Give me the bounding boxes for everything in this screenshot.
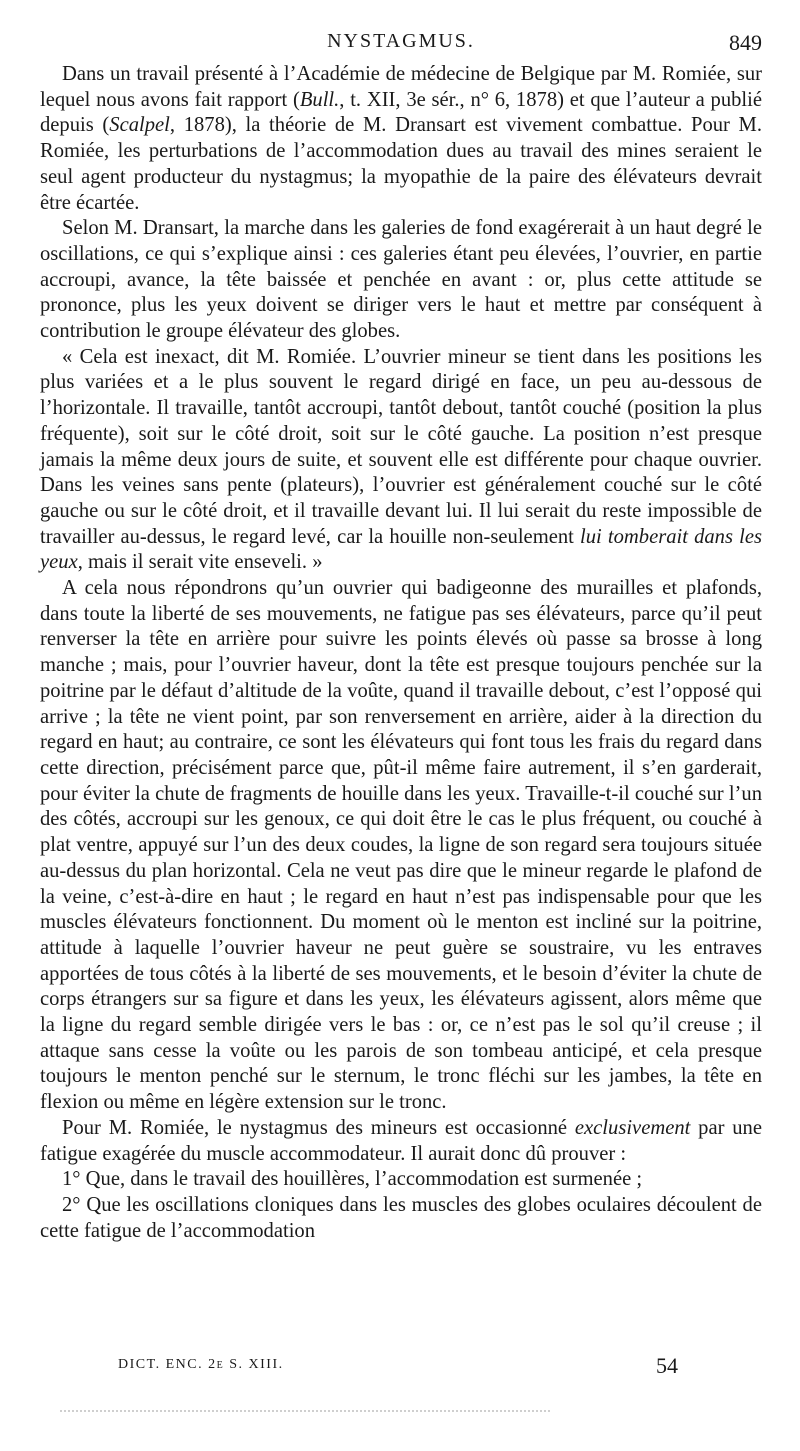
paragraph (40, 216, 762, 345)
text-run: , 1878), la théorie de M. Dransart est vivement combattue. Pour M. Romiée, les perturbations de l’accommodation dues au travail des mines seraient le seul agent producteur du nystagmus; la myopathie de la paire des élévateurs devrait être écartée. (40, 114, 762, 214)
page-edge-mark (60, 1410, 550, 1416)
body-text (40, 62, 762, 1244)
italic-text: Bull. (299, 88, 340, 111)
page-footer (118, 1353, 678, 1385)
text-run: , mais il serait vite enseveli. » (77, 551, 323, 574)
paragraph (40, 1116, 762, 1167)
sheet-number: 54 (656, 1353, 678, 1378)
text-run: , t. XII, 3e sér., n° 6, 1878) et que l’auteur a publié depuis ( (40, 88, 763, 137)
running-head (40, 30, 762, 60)
paragraph (40, 1167, 762, 1193)
paragraph (40, 576, 762, 1116)
signature-mark: DICT. ENC. 2e S. XIII. (118, 1357, 284, 1372)
text-run: par une fatigue exagérée du muscle accommodateur. Il aurait donc dû prouver : (40, 1116, 762, 1165)
italic-text: exclusivement (574, 1116, 691, 1139)
paragraph (40, 345, 762, 576)
text-run: A cela nous répondrons qu’un ouvrier qui badigeonne des murailles et plafonds, dans toute la liberté de ses mouvements, ne fatigue pas ses élévateurs, parce qu’il peut renverser la tête en arrière pour suivre les points élevés où passe sa brosse à long manche ; mais, pour l’ouvrier haveur, dont la tête est presque toujours penchée sur la poitrine par le défaut d’altitude de la voûte, quand il travaille debout, c’est l’opposé qui arrive ; la tête ne vient point, par son renversement en arrière, aider à la direction du regard en haut; au contraire, ce sont les élévateurs qui font tous les frais du regard dans cette direction, précisément parce que, pût-il même faire autrement, il s’en garderait, pour éviter la chute de fragments de houille dans les yeux. Travaille-t-il couché sur l’un des côtés, accroupi sur les genoux, ce qui doit être le cas le plus fréquent, ou couché à plat ventre, appuyé sur l’un des deux coudes, la ligne de son regard sera toujours située au-dessus du plan horizontal. Cela ne veut pas dire que le mineur regarde le plafond de la veine, c’est-à-dire en haut ; le regard en haut n’est pas indispensable pour que les muscles élévateurs fonctionnent. Du moment où le menton est incliné sur la poitrine, attitude à laquelle l’ouvrier haveur ne peut guère se soustraire, vu les entraves apportées de tous côtés à la liberté de ses mouvements, et le besoin d’éviter la chute de corps étrangers sur sa figure et dans les yeux, les élévateurs agissent, alors même que la ligne du regard semble dirigée vers le bas : or, ce n’est pas le sol qu’il creuse ; il attaque sans cesse la voûte ou les parois de son tombeau anticipé, et cela presque toujours le menton penché sur le sternum, le tronc fléchi sur les jambes, la tête en flexion ou même en légère extension sur le tronc. (40, 577, 762, 1114)
text-run: Selon M. Dransart, la marche dans les galeries de fond exagérerait à un haut degré le oscillations, ce qui s’explique ainsi : ces galeries étant peu élevées, l’ouvrier, en partie accroupi, avance, la tête baissée et penchée en avant : or, plus cette attitude se prononce, plus les yeux doivent se diriger vers le haut et mettre par conséquent à contribution le groupe élévateur des globes. (40, 217, 762, 343)
text-run: Pour M. Romiée, le nystagmus des mineurs est occasionné (62, 1116, 575, 1139)
italic-text: Scalpel (109, 114, 170, 137)
text-run: « Cela est inexact, dit M. Romiée. L’ouvrier mineur se tient dans les positions les plus variées et a le plus souvent le regard dirigé en face, un peu au-dessous de l’horizontale. Il travaille, tantôt accroupi, tantôt debout, tantôt couché (position la plus fréquente), soit sur le côté droit, soit sur le côté gauche. La position n’est presque jamais la même deux jours de suite, et souvent elle est différente pour chaque ouvrier. Dans les veines sans pente (plateurs), l’ouvrier est généralement couché sur le côté gauche ou sur le côté droit, et il travaille devant lui. Il lui serait du reste impossible de travailler au-dessus, le regard levé, car la houille non-seulement (40, 345, 762, 548)
text-run: Dans un travail présenté à l’Académie de médecine de Belgique par M. Romiée, sur lequel nous avons fait rapport ( (40, 63, 762, 111)
paragraph (40, 62, 762, 216)
page-number: 849 (729, 30, 762, 55)
running-title: NYSTAGMUS. (327, 30, 475, 52)
text-run: 2° Que les oscillations cloniques dans les muscles des globes oculaires découlent de cette fatigue de l’accommodation (40, 1193, 762, 1242)
paragraph (40, 1193, 762, 1244)
text-run: 1° Que, dans le travail des houillères, l’accommodation est surmenée ; (62, 1168, 643, 1191)
italic-text: lui tomberait dans les yeux (40, 525, 762, 574)
